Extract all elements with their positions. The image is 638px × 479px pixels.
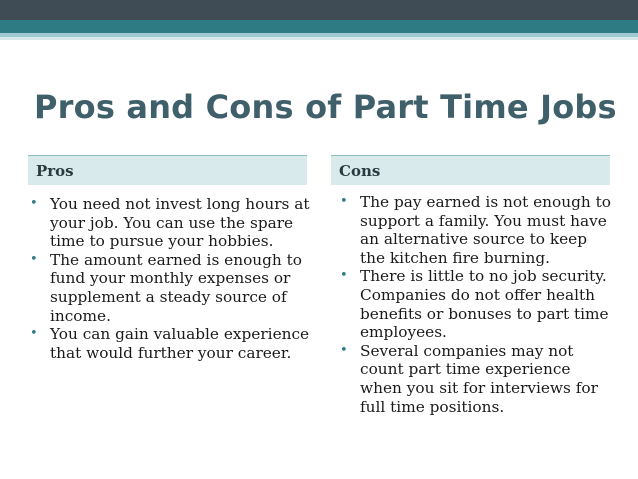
cons-list	[340, 193, 612, 416]
cons-item-text: Several companies may not count part time experience when you sit for interviews for full time positions.	[360, 341, 598, 416]
cons-header: Cons	[331, 155, 610, 185]
bullet-icon: •	[30, 196, 38, 211]
pros-item-text: You need not invest long hours at your job. You can use the spare time to pursue your hobbies.	[50, 195, 310, 251]
slide-title: Pros and Cons of Part Time Jobs	[34, 88, 617, 126]
cons-item-text: There is little to no job security. Companies do not offer health benefits or bonuses to part time employees.	[360, 267, 609, 342]
bullet-icon: •	[340, 194, 348, 209]
bullet-icon: •	[30, 251, 38, 267]
bullet-icon: •	[340, 268, 348, 284]
cons-item	[340, 342, 612, 416]
cons-item	[340, 193, 612, 267]
pros-item-text: You can gain valuable experience that would further your career.	[50, 325, 310, 362]
cons-item-text: The pay earned is not enough to support a family. You must have an alternative source to keep the kitchen fire burning.	[360, 193, 611, 267]
pros-list	[30, 195, 312, 362]
cons-item	[340, 267, 612, 341]
top-accent-bar	[0, 37, 638, 40]
bullet-icon: •	[340, 342, 348, 358]
bullet-icon: •	[30, 326, 38, 342]
pros-header: Pros	[28, 155, 307, 185]
pros-item	[30, 325, 312, 362]
top-teal-bar	[0, 20, 638, 33]
top-dark-bar	[0, 0, 638, 20]
pros-item	[30, 195, 312, 251]
pros-item-text: The amount earned is enough to fund your monthly expenses or supplement a steady source of income.	[50, 250, 302, 325]
pros-item	[30, 251, 312, 325]
